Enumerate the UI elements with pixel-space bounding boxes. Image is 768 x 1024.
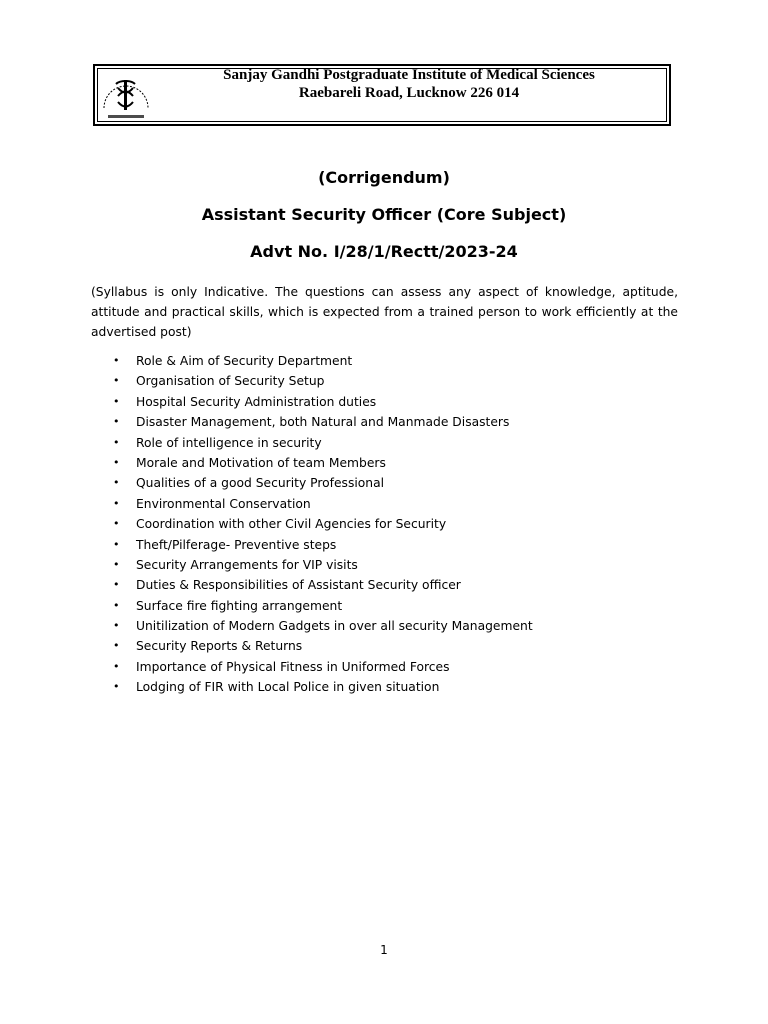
syllabus-list xyxy=(91,351,691,698)
institute-name: Sanjay Gandhi Postgraduate Institute of Medical Sciences xyxy=(223,67,595,83)
advertisement-number: Advt No. I/28/1/Rectt/2023-24 xyxy=(250,242,518,261)
bullet-icon: • xyxy=(113,374,120,388)
list-item-text: Security Reports & Returns xyxy=(136,639,303,654)
list-item-text: Environmental Conservation xyxy=(136,496,311,511)
list-item-text: Role of intelligence in security xyxy=(136,435,322,450)
bullet-icon: • xyxy=(113,354,120,367)
list-item-text: Hospital Security Administration duties xyxy=(136,394,377,409)
list-item-text: Qualities of a good Security Professional xyxy=(136,476,385,491)
bullet-icon: • xyxy=(113,537,120,551)
list-item xyxy=(91,494,691,514)
list-item xyxy=(91,412,691,432)
list-item xyxy=(91,433,691,453)
list-item-text: Disaster Management, both Natural and Manmade Disasters xyxy=(136,415,510,430)
list-item xyxy=(91,555,691,575)
bullet-icon: • xyxy=(113,435,120,449)
bullet-icon: • xyxy=(113,415,120,429)
list-item-text: Role & Aim of Security Department xyxy=(136,354,353,368)
list-item xyxy=(91,616,691,636)
list-item xyxy=(91,596,691,616)
list-item xyxy=(91,657,691,677)
list-item xyxy=(91,351,691,371)
list-item-text: Lodging of FIR with Local Police in given situation xyxy=(136,680,440,695)
list-item xyxy=(91,575,691,595)
list-item xyxy=(91,392,691,412)
bullet-icon: • xyxy=(113,455,120,469)
bullet-icon: • xyxy=(113,659,120,673)
list-item-text: Surface fire fighting arrangement xyxy=(136,598,343,613)
page-number: 1 xyxy=(380,943,388,957)
bullet-icon: • xyxy=(113,598,120,612)
list-item-text: Duties & Responsibilities of Assistant Security officer xyxy=(136,578,461,593)
syllabus-note: (Syllabus is only Indicative. The questions can assess any aspect of knowledge, aptitude, attitude and practical skills, which is expected from a trained person to work efficiently at the advertised post) xyxy=(91,285,678,339)
bullet-icon: • xyxy=(113,496,120,510)
bullet-icon: • xyxy=(113,557,120,571)
institute-address: Raebareli Road, Lucknow 226 014 xyxy=(298,85,520,101)
list-item xyxy=(91,453,691,473)
corrigendum-heading: (Corrigendum) xyxy=(318,168,450,187)
bullet-icon: • xyxy=(113,680,120,694)
bullet-icon: • xyxy=(113,578,120,592)
list-item xyxy=(91,677,691,697)
post-title: Assistant Security Officer (Core Subject) xyxy=(201,205,567,224)
list-item xyxy=(91,473,691,493)
list-item xyxy=(91,514,691,534)
list-item-text: Organisation of Security Setup xyxy=(136,374,325,389)
list-item-text: Importance of Physical Fitness in Uniformed Forces xyxy=(136,659,450,674)
bullet-icon: • xyxy=(113,639,120,653)
bullet-icon: • xyxy=(113,517,120,531)
list-item-text: Unitilization of Modern Gadgets in over all security Management xyxy=(136,619,533,634)
list-item-text: Theft/Pilferage- Preventive steps xyxy=(136,537,337,552)
list-item xyxy=(91,535,691,555)
list-item-text: Morale and Motivation of team Members xyxy=(136,455,386,470)
bullet-icon: • xyxy=(113,476,120,490)
bullet-icon: • xyxy=(113,394,120,408)
list-item-text: Coordination with other Civil Agencies for Security xyxy=(136,517,447,532)
list-item-text: Security Arrangements for VIP visits xyxy=(136,557,358,572)
list-item xyxy=(91,636,691,656)
list-item xyxy=(91,371,691,391)
bullet-icon: • xyxy=(113,619,120,633)
